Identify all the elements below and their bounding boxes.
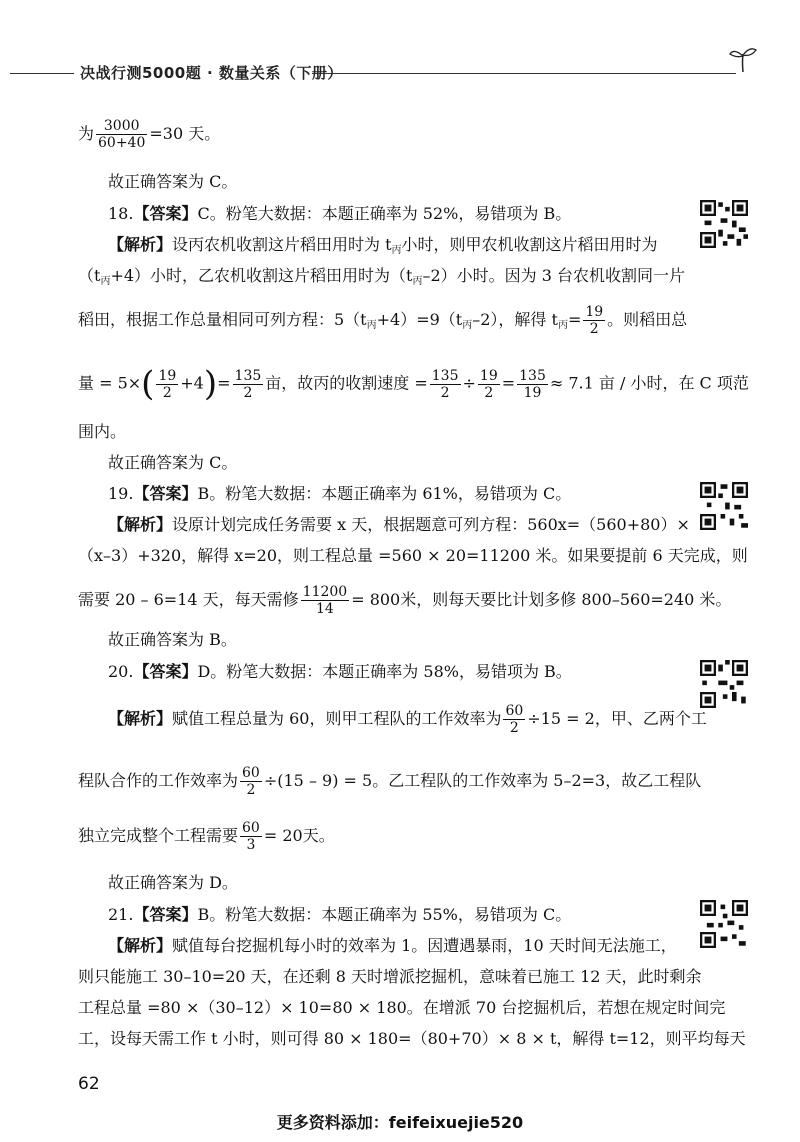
- q21-analysis-1: 【解析】赋值每台挖掘机每小时的效率为 1。因遭遇暴雨，10 天时间无法施工，: [108, 936, 677, 955]
- running-header: [0, 58, 800, 88]
- q20-analysis-3: 独立完成整个工程需要 $\frac{60}{3}$ = 20天。: [78, 820, 335, 853]
- q18-analysis-4: 量 = 5×( $\frac{19}{2}$ +4)= $\frac{135}{2}$ 亩，故丙的收割速度 = $\frac{135}{2}$ ÷ $\frac{19}{2}$ = $\frac{135}{19}$ ≈ 7.1 亩 / 小时，在 C 项范: [78, 364, 749, 404]
- q21-analysis-4: 工，设每天需工作 t 小时，则可得 80 × 180=（80+70）× 8 × t，解得 t=12，则平均每天: [78, 1029, 746, 1048]
- q19-analysis-1: 【解析】设原计划完成任务需要 x 天，根据题意可列方程：560x=（560+80）×: [108, 515, 690, 534]
- q18-conclusion: 故正确答案为 C。: [108, 453, 238, 472]
- q18-analysis-5: 围内。: [78, 422, 127, 441]
- line-result: 为 $\frac{3000}{60+40}$ =30 天。: [78, 118, 221, 151]
- header-rule-left: [10, 73, 74, 74]
- book-title: 决战行测5000题 · 数量关系（下册）: [80, 64, 343, 82]
- q19-analysis-3: 需要 20 – 6=14 天，每天需修 $\frac{11200}{14}$ = 800米，则每天要比计划多修 800–560=240 米。: [78, 584, 732, 617]
- q19-analysis-2: （x–3）+320，解得 x=20，则工程总量 =560 × 20=11200 米。如果要提前 6 天完成，则: [78, 546, 748, 565]
- q18-analysis-3: 稻田，根据工作总量相同可列方程：$5(t_丙+4)=9(t_丙-2)$，解得 $t_丙=$ $\frac{19}{2}$ 。则稻田总: [78, 304, 688, 337]
- q20-answer: 20.【答案】D。粉笔大数据：本题正确率为 58%，易错项为 B。: [108, 662, 572, 681]
- q21-answer: 21.【答案】B。粉笔大数据：本题正确率为 55%，易错项为 C。: [108, 905, 572, 924]
- qr-code-icon[interactable]: [700, 660, 748, 708]
- fraction: $\frac{11200}{14}$: [302, 584, 348, 617]
- fraction: $\frac{19}{2}$: [479, 367, 498, 401]
- qr-code-icon[interactable]: [700, 900, 748, 948]
- q19-conclusion: 故正确答案为 B。: [108, 630, 237, 649]
- fraction: $\frac{60}{2}$: [505, 703, 524, 736]
- fraction: $\frac{60}{2}$: [242, 765, 260, 798]
- sprout-icon: [728, 44, 758, 74]
- fraction: $\frac{60}{3}$: [242, 820, 260, 853]
- fraction: $\frac{135}{2}$: [431, 367, 459, 401]
- q20-analysis-2: 程队合作的工作效率为 $\frac{60}{2}$ ÷(15 – 9) = 5。乙工程队的工作效率为 5–2=3，故乙工程队: [78, 765, 702, 798]
- q21-analysis-2: 则只能施工 30–10=20 天，在还剩 8 天时增派挖掘机，意味着已施工 12 天，此时剩余: [78, 967, 702, 986]
- fraction: $\frac{19}{2}$: [585, 304, 604, 337]
- fraction: $\frac{19}{2}$: [158, 367, 177, 401]
- answer-line: 故正确答案为 C。: [108, 172, 238, 191]
- q19-answer: 19.【答案】B。粉笔大数据：本题正确率为 61%，易错项为 C。: [108, 484, 572, 503]
- footer-watermark: 更多资料添加：feifeixuejie520: [276, 1113, 524, 1132]
- q18-analysis-1: 【解析】设丙农机收割这片稻田用时为 $t_丙$小时，则甲农机收割这片稻田用时为: [108, 235, 658, 256]
- qr-code-icon[interactable]: [700, 482, 748, 530]
- fraction: $\frac{3000}{60+40}$: [98, 118, 146, 151]
- q20-analysis-1: 【解析】赋值工程总量为 60，则甲工程队的工作效率为 $\frac{60}{2}$ ÷15 = 2，甲、乙两个工: [108, 703, 707, 736]
- q20-conclusion: 故正确答案为 D。: [108, 873, 238, 892]
- q18-answer: 18.【答案】C。粉笔大数据：本题正确率为 52%，易错项为 B。: [108, 204, 572, 223]
- q18-analysis-2: $(t_丙+4)$小时，乙农机收割这片稻田用时为$(t_丙-2)$小时。因为 3 台农机收割同一片: [78, 266, 686, 287]
- qr-code-icon[interactable]: [700, 200, 748, 248]
- fraction: $\frac{135}{2}$: [234, 367, 262, 401]
- q21-analysis-3: 工程总量 =80 ×（30–12）× 10=80 × 180。在增派 70 台挖掘机后，若想在规定时间完: [78, 998, 726, 1017]
- header-rule-right: [312, 73, 736, 74]
- fraction: $\frac{135}{19}$: [519, 367, 546, 401]
- page-number: 62: [78, 1074, 100, 1094]
